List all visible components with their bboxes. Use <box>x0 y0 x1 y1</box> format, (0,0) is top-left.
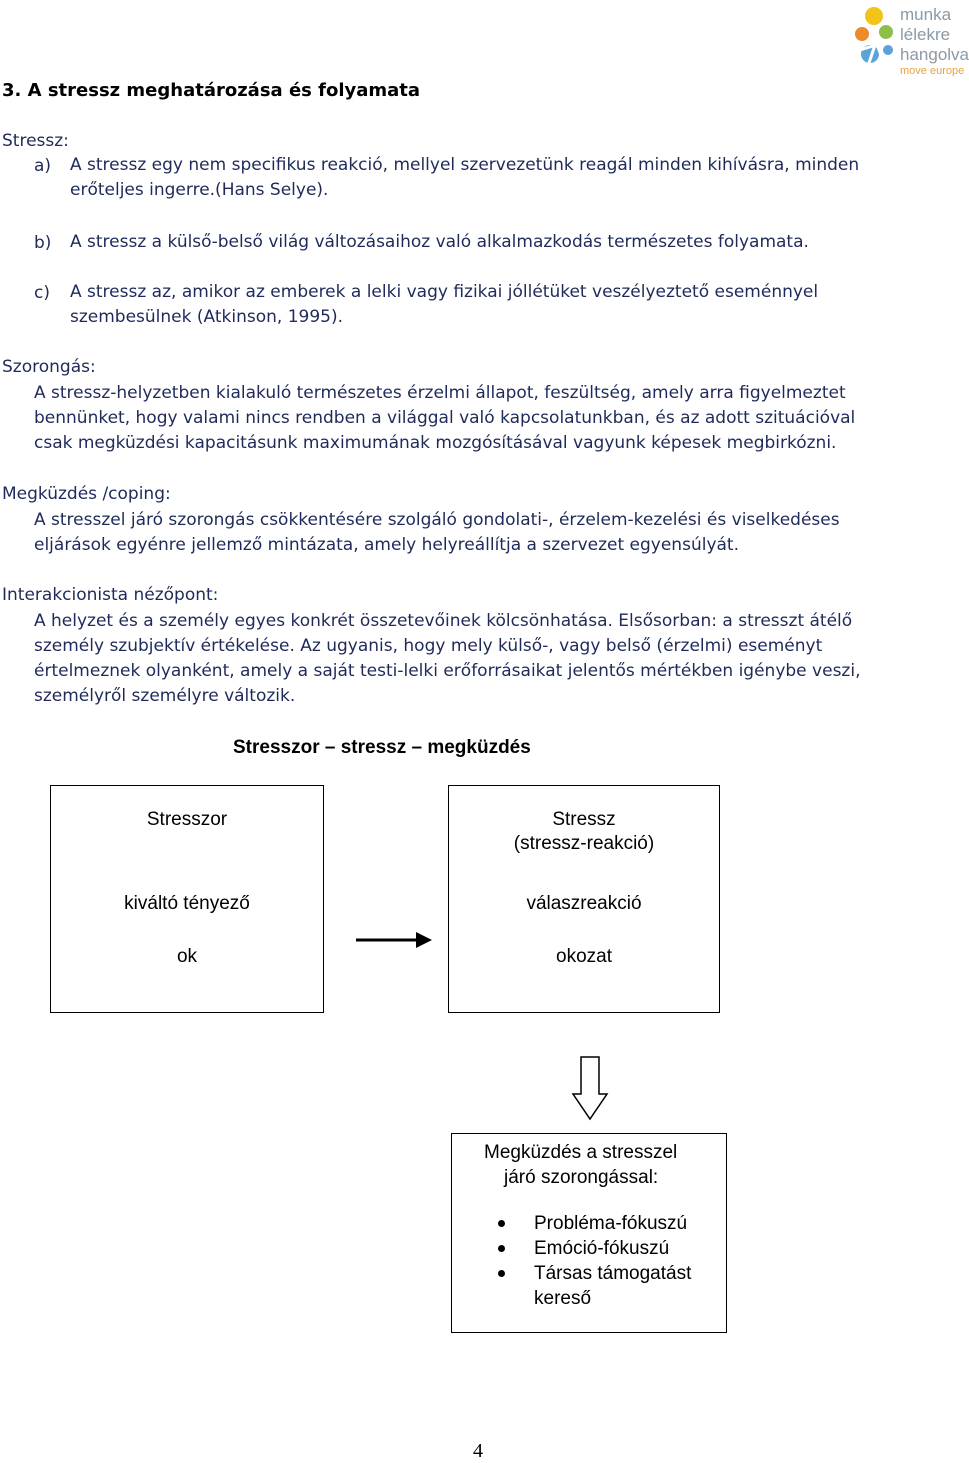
page-title: 3. A stressz meghatározása és folyamata <box>2 80 421 101</box>
item-a-line-1: A stressz egy nem specifikus reakció, mellyel szervezetünk reagál minden kihívásra, minden <box>70 155 860 175</box>
list-item: Probléma-fókuszú <box>498 1211 691 1236</box>
stressz-role: okozat <box>556 946 612 967</box>
logo-line-2: lélekre <box>900 25 951 44</box>
item-a-marker: a) <box>34 156 52 176</box>
megkuzdes-box <box>451 1133 727 1333</box>
list-item: Emóció-fókuszú <box>498 1236 691 1261</box>
page-number: 4 <box>473 1440 483 1462</box>
stressz-box <box>448 785 720 1013</box>
item-c-line-2: szembesülnek (Atkinson, 1995). <box>70 307 343 327</box>
arrow-right-icon <box>356 928 434 952</box>
stressz-sublabel: (stressz-reakció) <box>513 833 655 854</box>
szorongas-line-3: csak megküzdési kapacitásunk maximumának mozgósításával vagyunk képesek megbirkózni. <box>34 433 837 453</box>
interakcionista-title: Interakcionista nézőpont: <box>2 585 219 605</box>
interakcionista-line-3: értelmeznek olyanként, amely a saját testi-lelki erőforrásaikat jelentős mértékben igénybe veszi, <box>34 661 861 681</box>
szorongas-title: Szorongás: <box>2 357 96 377</box>
stresszor-label: Stresszor <box>146 809 228 830</box>
item-b-text: A stressz a külső-belső világ változásaihoz való alkalmazkodás természetes folyamata. <box>70 232 809 252</box>
megkuzdes-line-2: eljárások egyénre jellemző mintázata, amely helyreállítja a szervezet egyensúlyát. <box>34 535 739 555</box>
stresszor-box <box>50 785 324 1013</box>
interakcionista-line-4: személyről személyre változik. <box>34 686 296 706</box>
list-item: Társas támogatást kereső <box>498 1261 691 1311</box>
item-a-line-2: erőteljes ingerre.(Hans Selye). <box>70 180 329 200</box>
szorongas-line-2: bennünket, hogy valami nincs rendben a világgal való kapcsolatunkban, és az adott szituációval <box>34 408 856 428</box>
stresszor-cause: kiváltó tényező <box>124 893 250 914</box>
stresszor-role: ok <box>176 946 198 967</box>
item-b-marker: b) <box>34 233 52 253</box>
megkuzdes-box-line-1: Megküzdés a stresszel <box>484 1142 678 1163</box>
szorongas-line-1: A stressz-helyzetben kialakuló természetes érzelmi állapot, feszültség, amely arra figyelmeztet <box>34 383 846 403</box>
diagram-title: Stresszor – stressz – megküzdés <box>233 737 531 758</box>
interakcionista-line-1: A helyzet és a személy egyes konkrét összetevőinek kölcsönhatása. Elsősorban: a stresszt átélő <box>34 611 853 631</box>
megkuzdes-title: Megküzdés /coping: <box>2 484 171 504</box>
arrow-down-icon <box>572 1056 608 1120</box>
item-c-marker: c) <box>34 283 50 303</box>
logo-figure-icon <box>852 2 900 82</box>
stressz-label: Stressz <box>552 809 616 830</box>
bullet-icon <box>498 1220 505 1227</box>
item-c-line-1: A stressz az, amikor az emberek a lelki vagy fizikai jóllétüket veszélyeztető eseménnyel <box>70 282 819 302</box>
logo-line-1: munka <box>900 5 952 24</box>
bullet-icon <box>498 1245 505 1252</box>
megkuzdes-box-line-2: járó szorongással: <box>504 1167 659 1188</box>
stressz-title: Stressz: <box>2 131 69 151</box>
logo-line-3: hangolva <box>900 45 969 64</box>
interakcionista-line-2: személy szubjektív értékelése. Az ugyanis, hogy mely külső-, vagy belső (érzelmi) eseményt <box>34 636 823 656</box>
munka-lelekre-hangolva-logo <box>852 2 969 82</box>
stressz-cause: válaszreakció <box>526 893 642 914</box>
coping-strategy-list <box>498 1211 691 1311</box>
logo-tagline: move europe <box>900 65 965 77</box>
megkuzdes-line-1: A stresszel járó szorongás csökkentésére szolgáló gondolati-, érzelem-kezelési és viselkedéses <box>34 510 840 530</box>
bullet-icon <box>498 1270 505 1277</box>
